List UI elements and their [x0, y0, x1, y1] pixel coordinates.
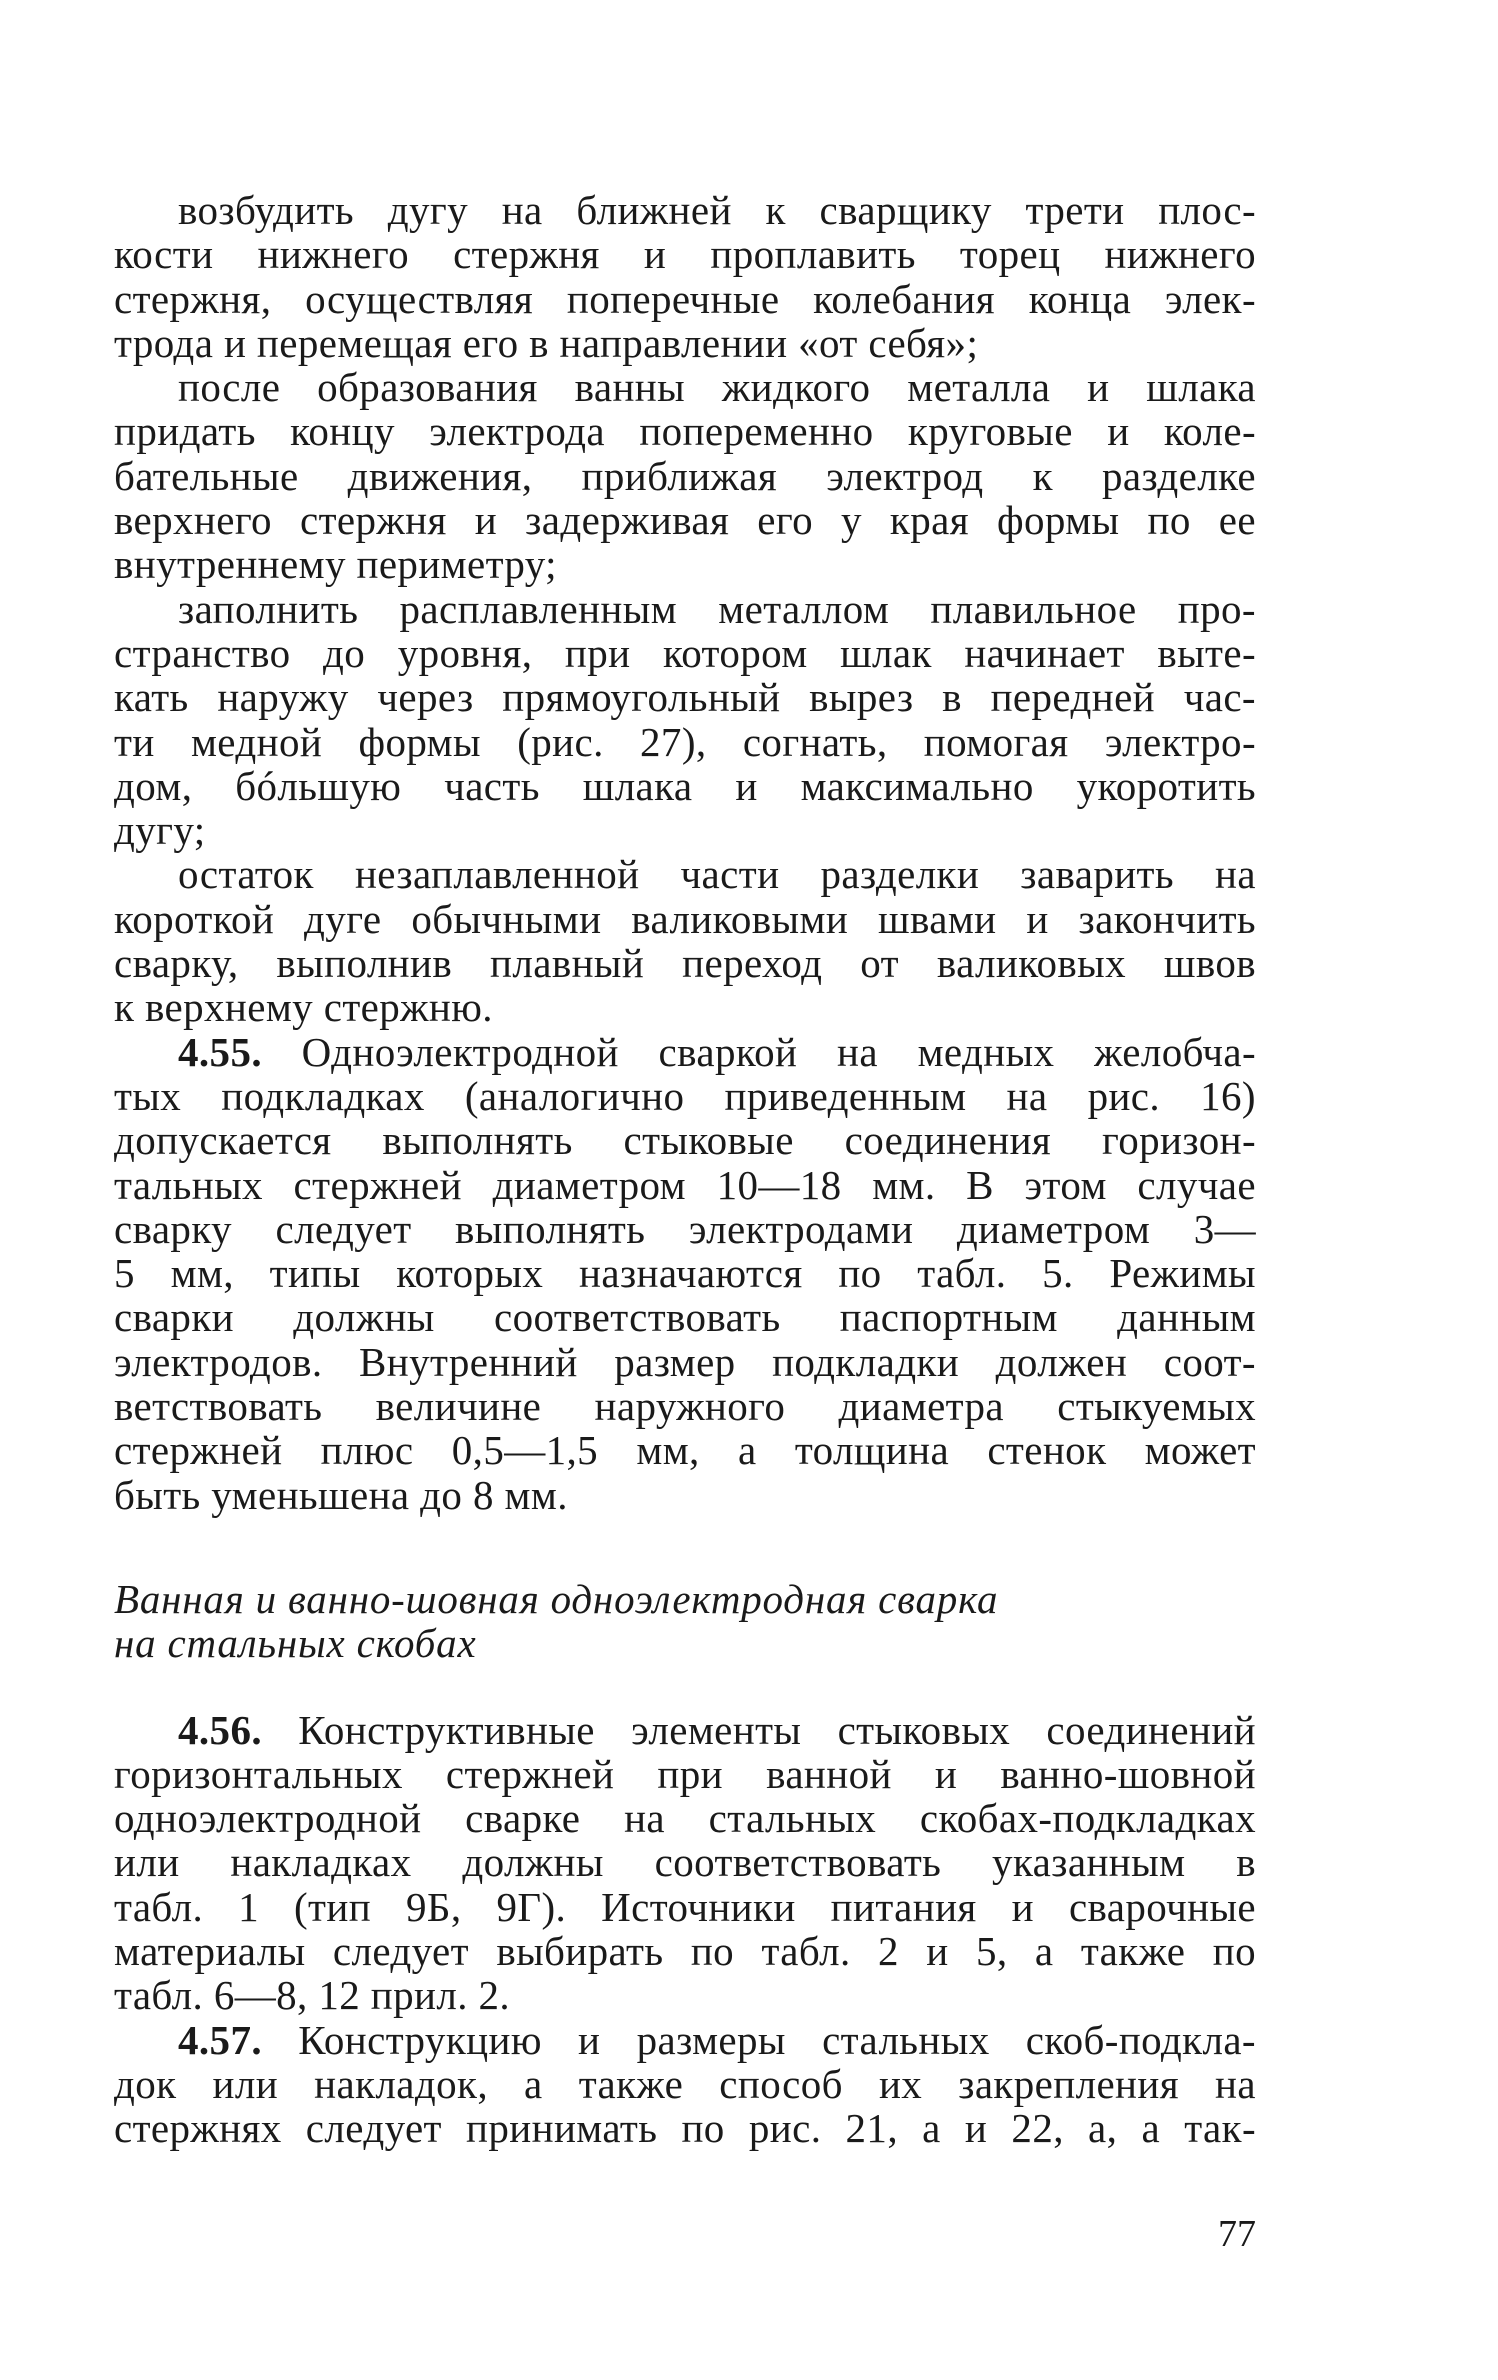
text-line: одноэлектродной сварке на стальных скобах-подкладках	[114, 1795, 1256, 1842]
text-line: быть уменьшена до 8 мм.	[114, 1471, 568, 1518]
text-line: остаток незаплавленной части разделки заварить на	[178, 851, 1256, 898]
text-line: стержней плюс 0,5—1,5 мм, а толщина стенок может	[114, 1427, 1256, 1474]
paragraph-3	[114, 587, 1256, 853]
text-line	[114, 1708, 1256, 1752]
text-fragment: Конструкцию и размеры стальных скоб-подкла-	[262, 2016, 1256, 2063]
text-line: к верхнему стержню.	[114, 984, 493, 1031]
text-line: электродов. Внутренний размер подкладки должен соот-	[114, 1338, 1256, 1385]
text-line: дом, бóльшую часть шлака и максимально укоротить	[114, 762, 1256, 809]
text-line: заполнить расплавленным металлом плавильное про-	[178, 585, 1256, 632]
text-line: стержня, осуществляя поперечные колебания конца элек-	[114, 275, 1256, 322]
text-line: ти медной формы (рис. 27), согнать, помогая электро-	[114, 718, 1256, 765]
paragraph-4-55	[114, 1030, 1256, 1517]
paragraph-4	[114, 852, 1256, 1029]
text-line: после образования ванны жидкого металла и шлака	[178, 364, 1256, 411]
clause-number: 4.56.	[178, 1706, 262, 1753]
text-line: дугу;	[114, 807, 206, 854]
text-line: короткой дуге обычными валиковыми швами и закончить	[114, 895, 1256, 942]
text-line: табл. 6—8, 12 прил. 2.	[114, 1972, 511, 2019]
paragraph-4-57	[114, 2018, 1256, 2151]
text-line: стержнях следует принимать по рис. 21, а и 22, а, а так-	[114, 2105, 1256, 2152]
text-fragment: Конструктивные элементы стыковых соединений	[262, 1706, 1256, 1753]
text-line: горизонтальных стержней при ванной и ванно-шовной	[114, 1750, 1256, 1797]
text-line: док или накладок, а также способ их закрепления на	[114, 2060, 1256, 2107]
text-line: странство до уровня, при котором шлак начинает выте-	[114, 629, 1256, 676]
text-line: материалы следует выбирать по табл. 2 и 5, а также по	[114, 1927, 1256, 1974]
page-body	[114, 188, 1256, 2150]
text-line: трода и перемещая его в направлении «от себя»;	[114, 319, 979, 366]
page-number: 77	[1218, 2213, 1256, 2255]
text-line: бательные движения, приближая электрод к разделке	[114, 452, 1256, 499]
heading-line: на стальных скобах	[114, 1620, 477, 1667]
text-line: внутреннему периметру;	[114, 541, 557, 588]
heading-line: Ванная и ванно-шовная одноэлектродная сварка	[114, 1575, 999, 1622]
text-line: тых подкладках (аналогично приведенным на рис. 16)	[114, 1072, 1256, 1119]
text-line: возбудить дугу на ближней к сварщику трети плос-	[178, 187, 1256, 233]
text-line: допускается выполнять стыковые соединения горизон-	[114, 1117, 1256, 1164]
text-line: или накладках должны соответствовать указанным в	[114, 1839, 1256, 1886]
clause-number: 4.55.	[178, 1028, 262, 1075]
section-heading	[114, 1577, 1256, 1666]
text-line: придать концу электрода попеременно круговые и коле-	[114, 408, 1256, 455]
text-fragment: Одноэлектродной сваркой на медных желобча-	[262, 1028, 1256, 1075]
text-line: сварку следует выполнять электродами диаметром 3—	[114, 1205, 1256, 1252]
text-line: сварки должны соответствовать паспортным данным	[114, 1294, 1256, 1341]
text-line: тальных стержней диаметром 10—18 мм. В этом случае	[114, 1161, 1256, 1208]
text-line: ветствовать величине наружного диаметра стыкуемых	[114, 1383, 1256, 1430]
text-line: табл. 1 (тип 9Б, 9Г). Источники питания и сварочные	[114, 1883, 1256, 1930]
clause-number: 4.57.	[178, 2016, 262, 2063]
text-line: кости нижнего стержня и проплавить торец нижнего	[114, 231, 1256, 278]
text-line	[114, 1030, 1256, 1074]
text-line: кать наружу через прямоугольный вырез в передней час-	[114, 674, 1256, 721]
paragraph-1	[114, 188, 1256, 365]
paragraph-4-56	[114, 1708, 1256, 2018]
text-line: верхнего стержня и задерживая его у края формы по ее	[114, 497, 1256, 544]
text-line	[114, 2018, 1256, 2062]
paragraph-2	[114, 365, 1256, 586]
text-line: 5 мм, типы которых назначаются по табл. 5. Режимы	[114, 1250, 1256, 1297]
text-line: сварку, выполнив плавный переход от валиковых швов	[114, 940, 1256, 987]
